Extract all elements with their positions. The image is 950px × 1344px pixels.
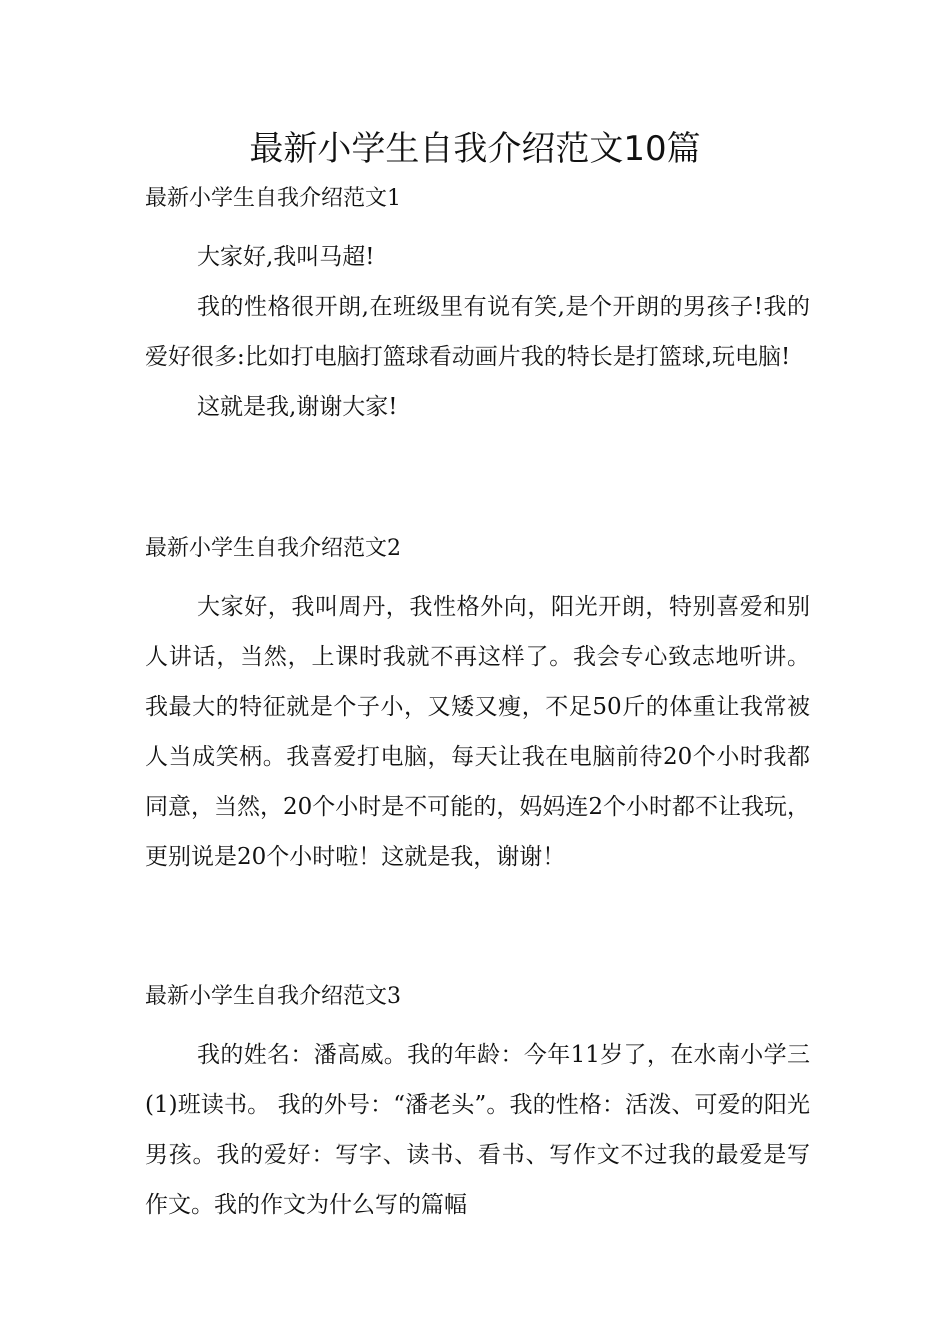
section-3 (145, 982, 810, 1230)
section-heading: 最新小学生自我介绍范文1 (145, 186, 401, 211)
section-heading: 最新小学生自我介绍范文2 (145, 536, 401, 561)
paragraph: 我的性格很开朗,在班级里有说有笑,是个开朗的男孩子!我的爱好很多:比如打电脑打篮球看动画片我的特长是打篮球,玩电脑! (145, 294, 810, 370)
section-2 (145, 534, 810, 882)
paragraph: 我的姓名：潘高威。我的年龄：今年11岁了，在水南小学三(1)班读书。 我的外号：“潘老头”。我的性格：活泼、可爱的阳光男孩。我的爱好：写字、读书、看书、写作文不过我的最爱是写作文。我的作文为什么写的篇幅 (145, 1042, 810, 1218)
section-heading: 最新小学生自我介绍范文3 (145, 984, 401, 1009)
paragraph: 这就是我,谢谢大家! (197, 394, 398, 420)
document-title: 最新小学生自我介绍范文10篇 (249, 129, 701, 169)
paragraph: 大家好，我叫周丹，我性格外向，阳光开朗，特别喜爱和别人讲话，当然，上课时我就不再这样了。我会专心致志地听讲。我最大的特征就是个子小，又矮又瘦，不足50斤的体重让我常被人当成笑柄。我喜爱打电脑，每天让我在电脑前待20个小时我都同意，当然，20个小时是不可能的，妈妈连2个小时都不让我玩，更别说是20个小时啦！这就是我，谢谢！ (145, 594, 810, 870)
section-1 (145, 184, 810, 432)
paragraph: 大家好,我叫马超! (197, 244, 375, 270)
